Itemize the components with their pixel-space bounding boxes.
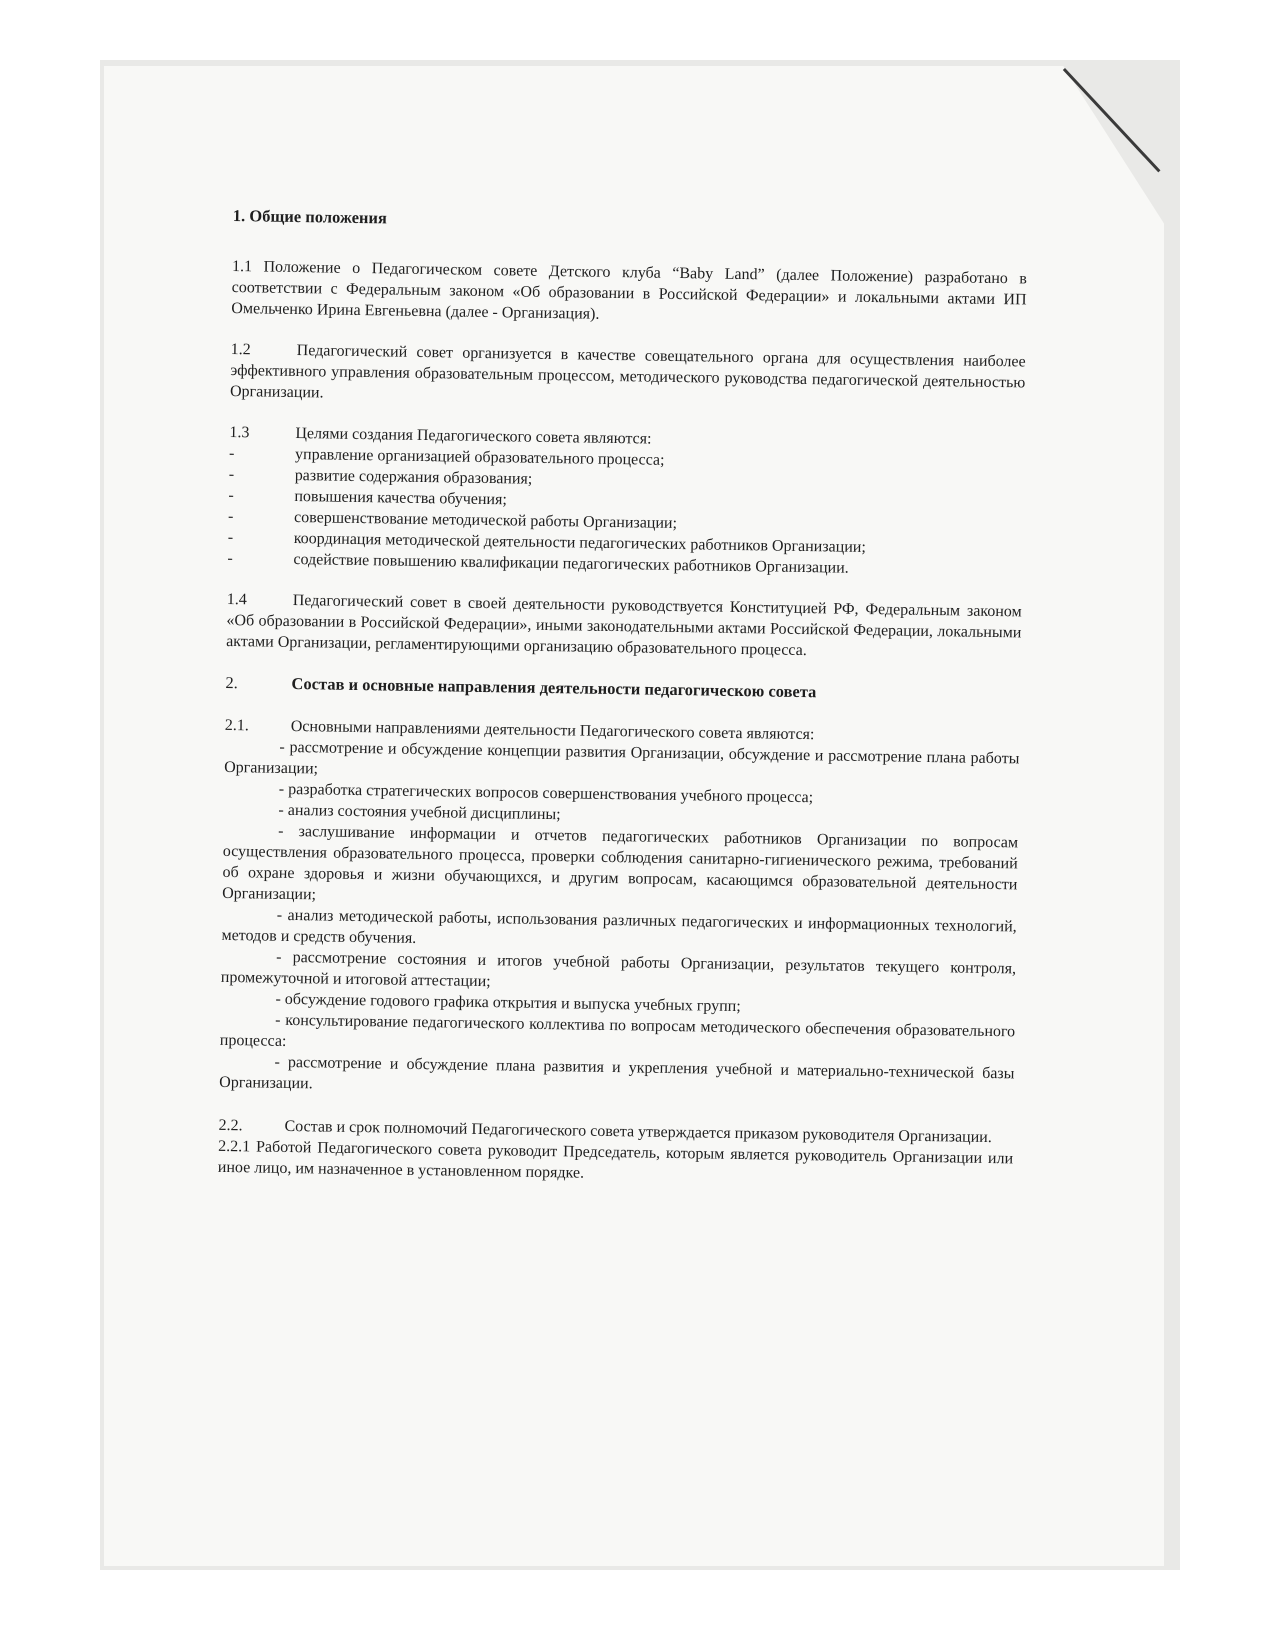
list-item: - рассмотрение состояния и итогов учебной работы Организации, результатов текущего контроля, промежуточной и итоговой аттестации; xyxy=(220,948,1017,991)
paragraph-text: Состав и срок полномочий Педагогического совета утверждается приказом руководителя Организации. xyxy=(284,1117,992,1147)
paragraph-1-4 xyxy=(226,589,1022,664)
document-content xyxy=(217,205,1027,1210)
list-item: - рассмотрение и обсуждение концепции развития Организации, обсуждение и рассмотрение плана работы Организации; xyxy=(224,738,1020,778)
paragraph-1-1: 1.1 Положение о Педагогическом совете Детского клуба “Baby Land” (далее Положение) разработано в соответствии с Федеральным законом «Об образовании в Российской Федерации» и локальными актами ИП Омельченко Ирина Евгеньевна (далее - Организация). xyxy=(231,257,1028,323)
section-2-heading xyxy=(225,672,1020,705)
paragraph-text: Целями создания Педагогического совета являются: xyxy=(295,425,652,448)
section-1-heading: 1. Общие положения xyxy=(232,205,388,228)
paragraph-number: 1.2 xyxy=(230,340,251,359)
list-item: - содействие повышению квалификации педагогических работников Организации. xyxy=(227,548,1022,581)
list-item: - координация методической деятельности педагогических работников Организации; xyxy=(228,527,1023,560)
list-item: - анализ методической работы, использования различных педагогических и информационных технологий, методов и средств обучения. xyxy=(221,906,1017,947)
list-item: - совершенствование методической работы Организации; xyxy=(228,506,1023,539)
list-item: - консультирование педагогического коллектива по вопросам методического обеспечения образовательного процесса: xyxy=(219,1011,1016,1050)
list-item: - заслушивание информации и отчетов педагогических работников Организации по вопросам осуществления образовательного процесса, проверки соблюдения санитарно-гигиенического режима, требований об охране здоровья и жизни обучающихся, и другим вопросам, касающимся образовательной деятельности Организации; xyxy=(222,822,1019,904)
list-item: - рассмотрение и обсуждение плана развития и укрепления учебной и материально-технической базы Организации. xyxy=(219,1053,1015,1093)
paragraph-1-2 xyxy=(230,339,1026,414)
list-item: - анализ состояния учебной дисциплины; xyxy=(278,801,561,824)
list-item: - повышения качества обучения; xyxy=(228,485,1023,518)
paragraph-2-2-1: 2.2.1 Работой Педагогического совета руководит Председатель, которым является руководитель Организации или иное лицо, им назначенное в установленном порядке. xyxy=(217,1137,1014,1182)
paragraph-number: 2.2. xyxy=(218,1116,243,1135)
list-item: - обсуждение годового графика открытия и выпуска учебных групп; xyxy=(275,990,741,1016)
paragraph-number: 1.3 xyxy=(229,423,250,442)
paragraph-number: 2.1. xyxy=(224,716,249,735)
list-item: - развитие содержания образования; xyxy=(229,464,1024,497)
goals-list xyxy=(227,443,1024,581)
section-title: Состав и основные направления деятельности педагогическою совета xyxy=(291,673,817,702)
paragraph-number: 1.4 xyxy=(226,590,247,609)
list-item: - управление организацией образовательного процесса; xyxy=(229,443,1024,476)
paragraph-text: Педагогический совет в своей деятельности руководствуется Конституцией РФ, Федеральным законом «Об образовании в Российской Федерации», иными законодательными актами Российской Федерации, локальными актами Организации, регламентирующими организацию образовательного процесса. xyxy=(226,591,1022,660)
paragraph-text: Основными направлениями деятельности Педагогического совета являются: xyxy=(290,717,815,744)
list-item: - разработка стратегических вопросов совершенствования учебного процесса; xyxy=(278,780,814,807)
paragraph-text: Педагогический совет организуется в качестве совещательного органа для осуществления наиболее эффективного управления образовательным процессом, методического руководства педагогической деятельностью Организации. xyxy=(229,342,1026,402)
section-number: 2. xyxy=(225,672,239,693)
